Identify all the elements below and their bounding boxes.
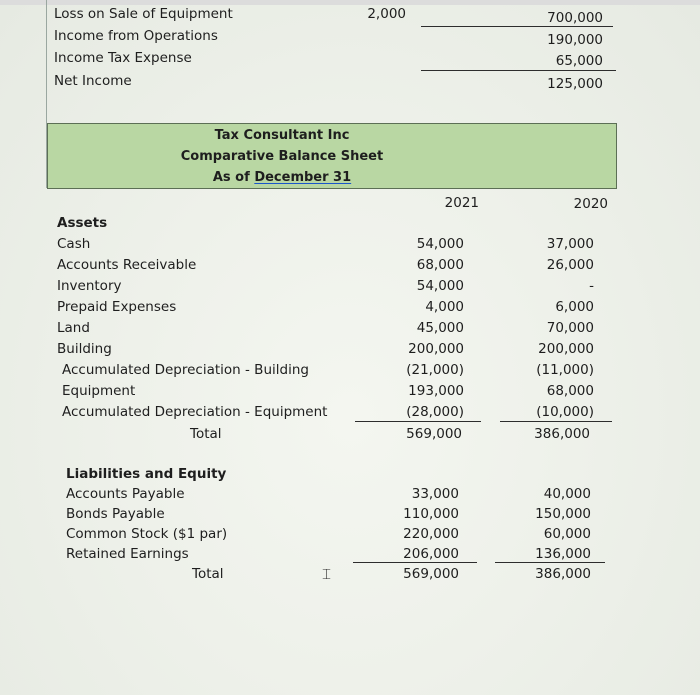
liability-2020: 150,000 — [535, 506, 591, 522]
liability-label: Common Stock ($1 par) — [66, 526, 228, 542]
asset-2021: 4,000 — [425, 299, 464, 315]
liability-2020: 60,000 — [543, 526, 591, 542]
asset-2020: 68,000 — [546, 383, 594, 399]
assets-total-2021: 569,000 — [406, 426, 462, 442]
asset-label: Land — [57, 320, 90, 336]
liability-2021: 206,000 — [403, 546, 459, 562]
is-label-net: Net Income — [54, 73, 132, 89]
asset-2020: 70,000 — [546, 320, 594, 336]
column-header-2020: 2020 — [573, 196, 608, 212]
assets-total-rule-2021 — [355, 421, 481, 422]
asset-2021: 45,000 — [416, 320, 464, 336]
is-total-ops: 190,000 — [547, 32, 603, 48]
liabilities-total-rule-2020 — [495, 562, 605, 563]
asset-label: Accumulated Depreciation - Equipment — [62, 404, 328, 420]
is-label-ops: Income from Operations — [54, 28, 218, 44]
is-label-tax: Income Tax Expense — [54, 50, 192, 66]
balance-sheet-header — [47, 123, 617, 189]
asset-2021: (21,000) — [406, 362, 464, 378]
asset-label: Prepaid Expenses — [57, 299, 177, 315]
asset-2021: (28,000) — [406, 404, 464, 420]
asset-2020: 200,000 — [538, 341, 594, 357]
is-total-loss: 700,000 — [547, 10, 603, 26]
liabilities-total-2020: 386,000 — [535, 566, 591, 582]
liabilities-total-label: Total — [192, 566, 224, 582]
is-total-tax: 65,000 — [555, 53, 603, 69]
assets-total-label: Total — [190, 426, 222, 442]
asset-label: Building — [57, 341, 112, 357]
is-label-loss: Loss on Sale of Equipment — [54, 6, 233, 22]
liability-2021: 220,000 — [403, 526, 459, 542]
asset-2021: 68,000 — [416, 257, 464, 273]
is-amount-loss: 2,000 — [367, 6, 406, 22]
asset-2021: 54,000 — [416, 278, 464, 294]
statement-date-line — [48, 169, 616, 187]
asset-2020: 37,000 — [546, 236, 594, 252]
liability-2020: 40,000 — [543, 486, 591, 502]
liability-label: Accounts Payable — [66, 486, 185, 502]
asset-label: Inventory — [57, 278, 122, 294]
asset-label: Accounts Receivable — [57, 257, 197, 273]
asset-2020: - — [589, 278, 594, 294]
is-total-net: 125,000 — [547, 76, 603, 92]
asset-2020: 26,000 — [546, 257, 594, 273]
asset-2020: (10,000) — [536, 404, 594, 420]
asset-label: Accumulated Depreciation - Building — [62, 362, 309, 378]
date-prefix: As of — [212, 170, 250, 185]
is-rule-2 — [421, 70, 616, 71]
liabilities-heading: Liabilities and Equity — [66, 466, 227, 482]
liability-label: Bonds Payable — [66, 506, 165, 522]
asset-2020: 6,000 — [555, 299, 594, 315]
company-name: Tax Consultant Inc — [214, 128, 350, 143]
liability-2021: 110,000 — [403, 506, 459, 522]
asset-2020: (11,000) — [536, 362, 594, 378]
asset-2021: 193,000 — [408, 383, 464, 399]
liability-2020: 136,000 — [535, 546, 591, 562]
text-cursor-icon: ⌶ — [322, 565, 332, 583]
assets-total-2020: 386,000 — [534, 426, 590, 442]
assets-heading: Assets — [57, 215, 108, 231]
statement-title: Comparative Balance Sheet — [180, 149, 384, 164]
asset-2021: 54,000 — [416, 236, 464, 252]
asset-2021: 200,000 — [408, 341, 464, 357]
liabilities-total-rule-2021 — [353, 562, 477, 563]
liability-2021: 33,000 — [411, 486, 459, 502]
assets-total-rule-2020 — [500, 421, 612, 422]
asset-label: Cash — [57, 236, 91, 252]
liability-label: Retained Earnings — [66, 546, 189, 562]
column-header-2021: 2021 — [444, 195, 479, 211]
date-value: December 31 — [254, 170, 352, 185]
asset-label: Equipment — [62, 383, 136, 399]
liabilities-total-2021: 569,000 — [403, 566, 459, 582]
